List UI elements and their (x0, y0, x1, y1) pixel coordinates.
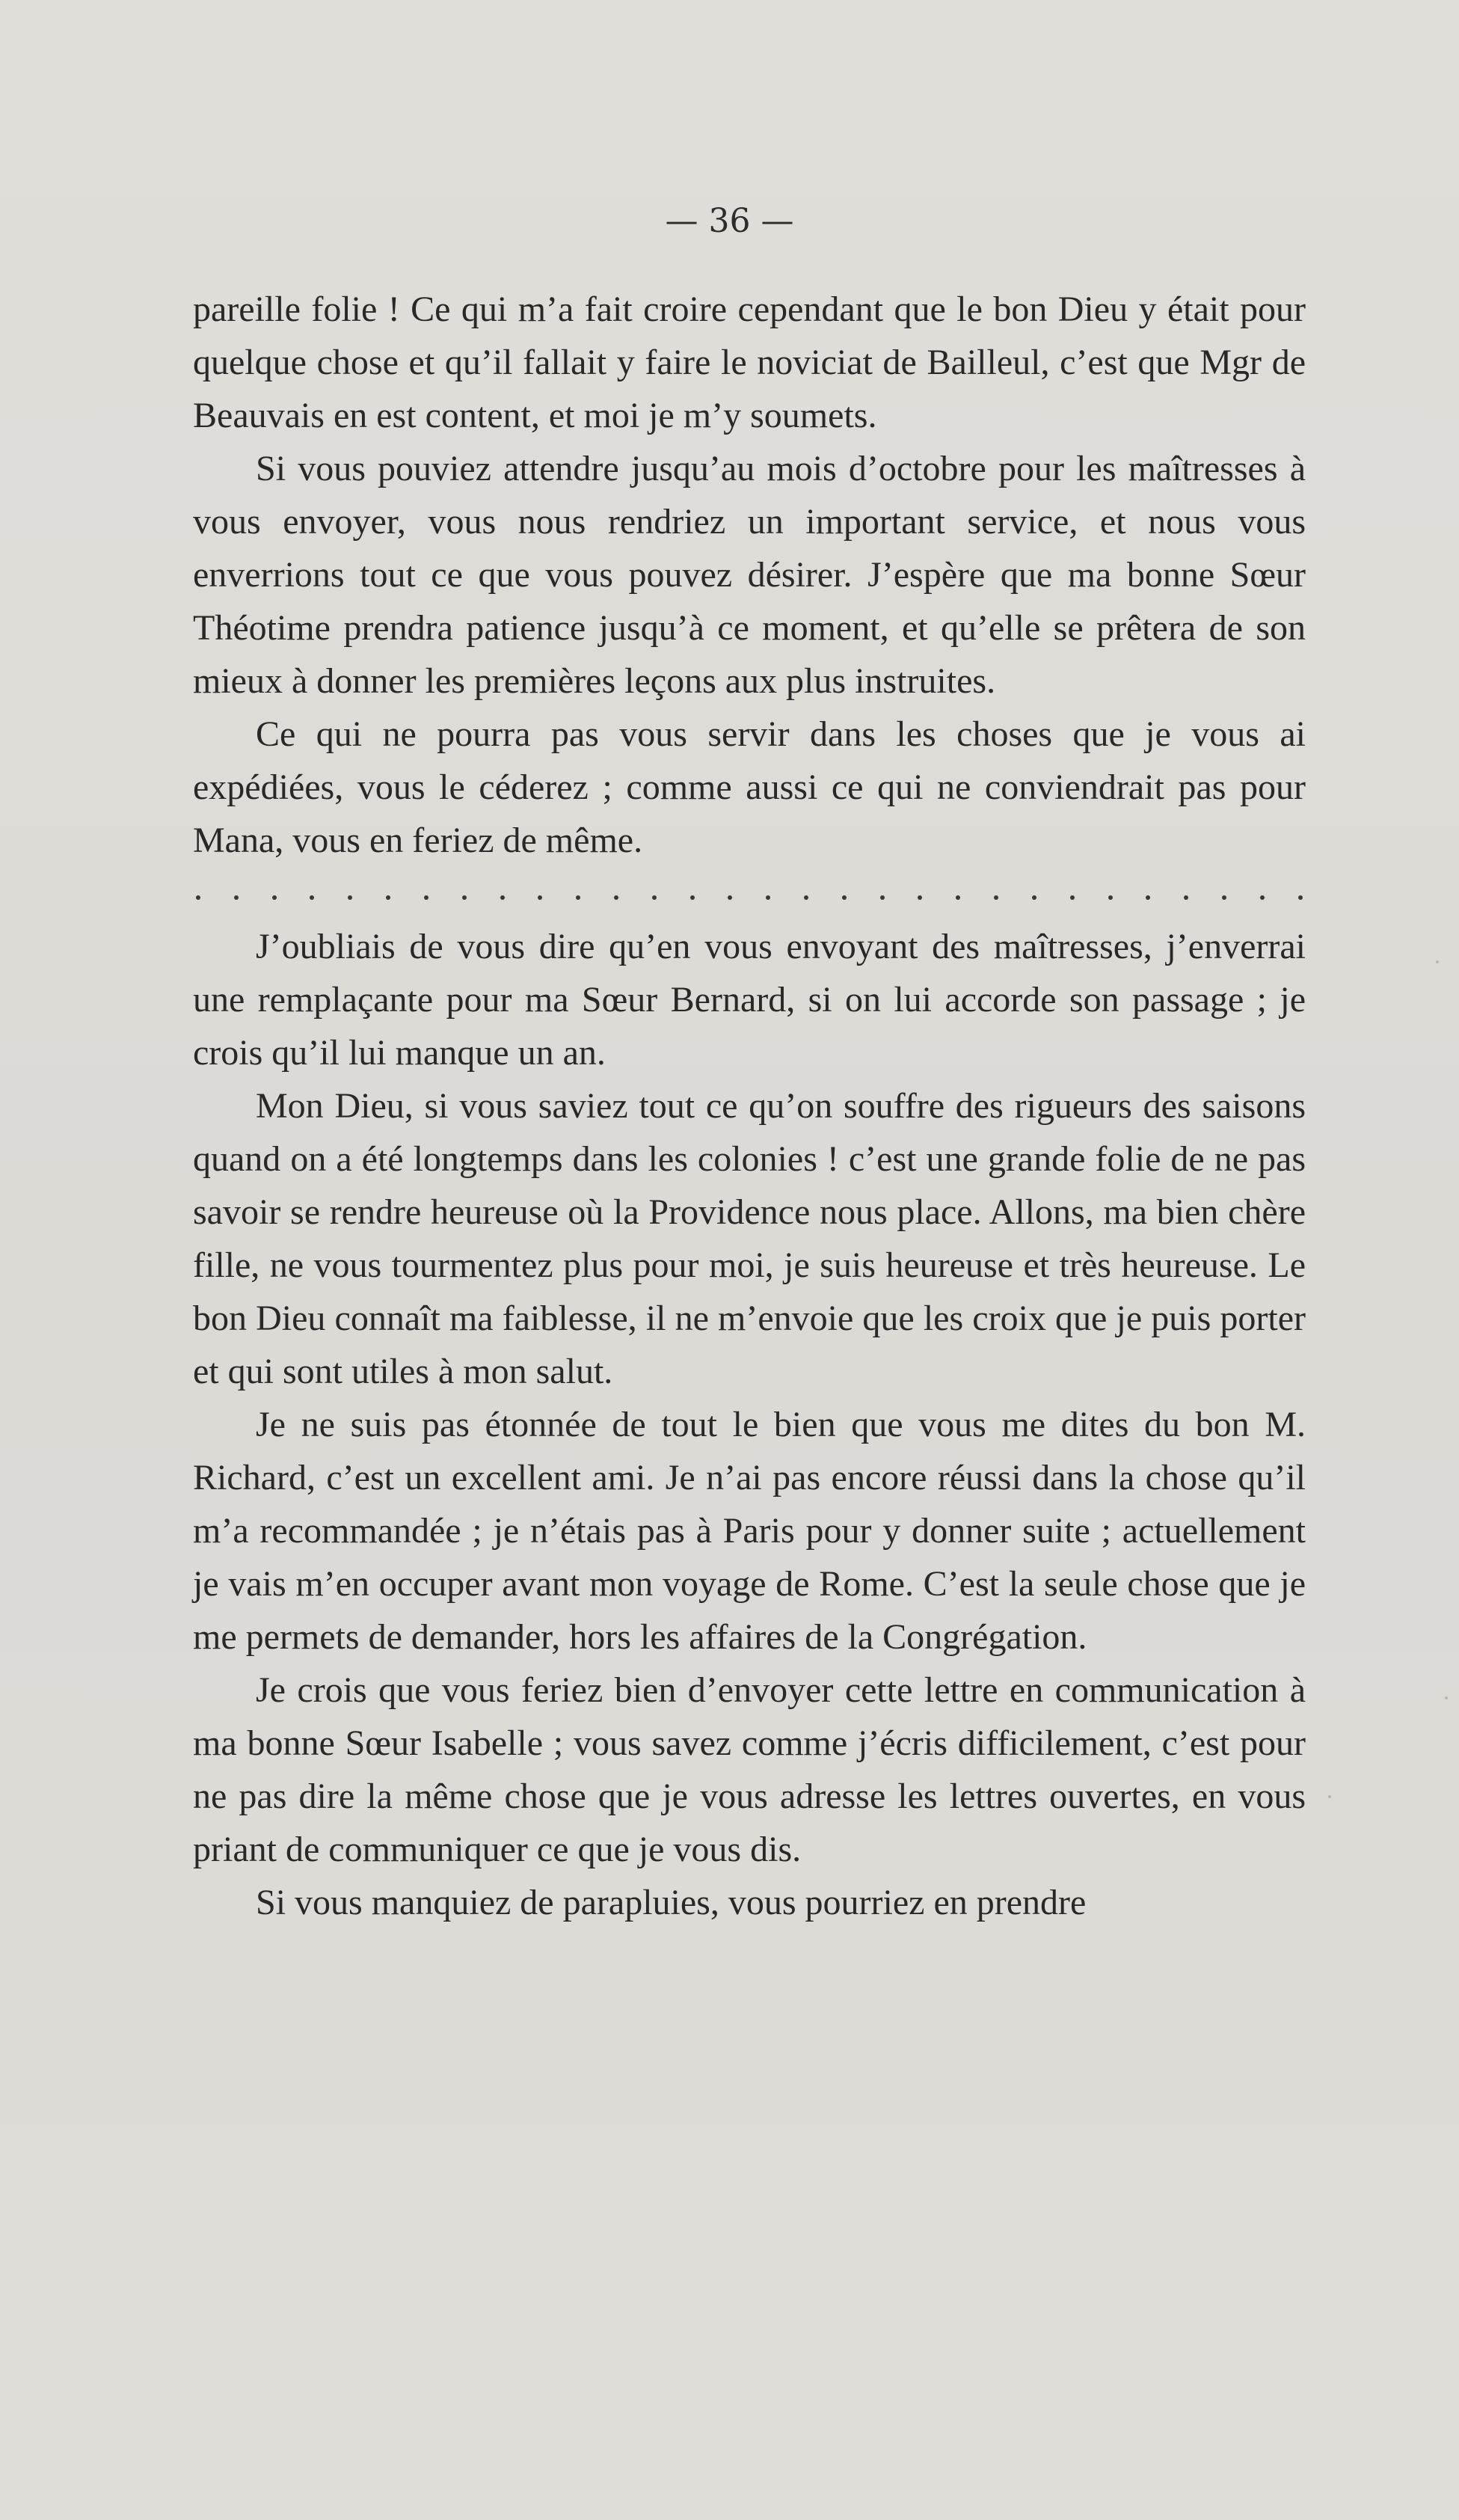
ellipsis-dot (652, 895, 657, 900)
ellipsis-dot (538, 895, 542, 900)
paragraph-5: Mon Dieu, si vous saviez tout ce qu’on souffre des rigueurs des saisons quand on a été longtemps dans les colonies ! c’est une grande folie de ne pas savoir se rendre heureuse où la Providence nous place. Allons, ma bien chère fille, ne vous tourmentez plus pour moi, je suis heureuse et très heureuse. Le bon Dieu connaît ma faiblesse, il ne m’envoie que les croix que je puis porter et qui sont utiles à mon salut. (193, 1086, 1306, 1391)
ellipsis-dot (994, 895, 998, 900)
body-text (193, 283, 1306, 1929)
paragraph-3: Ce qui ne pourra pas vous servir dans les choses que je vous ai expédiées, vous le céderez ; comme aussi ce qui ne conviendrait pas pour Mana, vous en feriez de même. (193, 714, 1306, 860)
ellipsis-dot (310, 895, 314, 900)
paragraph-8: Si vous manquiez de parapluies, vous pourriez en prendre (256, 1883, 1087, 1922)
ellipsis-dot (766, 895, 770, 900)
ellipsis-dot (234, 895, 239, 900)
ellipsis-dot (1070, 895, 1075, 900)
ellipsis-line (193, 867, 1306, 920)
ellipsis-dot (614, 895, 618, 900)
paper-speck (1436, 960, 1439, 963)
ellipsis-dot (576, 895, 580, 900)
paragraph-1: pareille folie ! Ce qui m’a fait croire cependant que le bon Dieu y était pour quelque chose et qu’il fallait y faire le noviciat de Bailleul, c’est que Mgr de Beauvais en est content, et moi je m’y soumets. (193, 289, 1306, 435)
paper-speck (1445, 1696, 1448, 1699)
ellipsis-dot (728, 895, 732, 900)
ellipsis-dot (956, 895, 960, 900)
paragraph-4: J’oubliais de vous dire qu’en vous envoyant des maîtresses, j’enverrai une remplaçante pour ma Sœur Bernard, si on lui accorde son passage ; je crois qu’il lui manque un an. (193, 927, 1306, 1073)
paper-speck (1328, 1795, 1331, 1798)
page-number: — 36 — (665, 202, 794, 240)
ellipsis-dot (880, 895, 885, 900)
ellipsis-dot (1032, 895, 1036, 900)
ellipsis-dot (386, 895, 390, 900)
ellipsis-dot (1108, 895, 1113, 900)
ellipsis-dot (842, 895, 847, 900)
paragraph-2: Si vous pouviez attendre jusqu’au mois d’octobre pour les maîtresses à vous envoyer, vous nous rendriez un important service, et nous vous enverrions tout ce que vous pouvez désirer. J’espère que ma bonne Sœur Théotime prendra patience jusqu’à ce moment, et qu’elle se prêtera de son mieux à donner les premières leçons aux plus instruites. (193, 449, 1306, 701)
ellipsis-dot (196, 895, 200, 900)
ellipsis-dot (918, 895, 922, 900)
ellipsis-dot (690, 895, 695, 900)
ellipsis-dot (272, 895, 277, 900)
ellipsis-dot (1184, 895, 1188, 900)
ellipsis-dot (1222, 895, 1226, 900)
ellipsis-dot (462, 895, 467, 900)
paragraph-6: Je ne suis pas étonnée de tout le bien que vous me dites du bon M. Richard, c’est un excellent ami. Je n’ai pas encore réussi dans la chose qu’il m’a recommandée ; je n’étais pas à Paris pour y donner suite ; actuellement je vais m’en occuper avant mon voyage de Rome. C’est la seule chose que je me permets de demander, hors les affaires de la Congrégation. (193, 1405, 1306, 1657)
ellipsis-dot (804, 895, 808, 900)
ellipsis-dot (1260, 895, 1265, 900)
ellipsis-dot (1298, 895, 1303, 900)
ellipsis-dot (348, 895, 352, 900)
ellipsis-dot (424, 895, 429, 900)
ellipsis-dot (1146, 895, 1150, 900)
ellipsis-dot (500, 895, 505, 900)
paragraph-7: Je crois que vous feriez bien d’envoyer cette lettre en communication à ma bonne Sœur Isabelle ; vous savez comme j’écris difficilement, c’est pour ne pas dire la même chose que je vous adresse les lettres ouvertes, en vous priant de communiquer ce que je vous dis. (193, 1670, 1306, 1869)
